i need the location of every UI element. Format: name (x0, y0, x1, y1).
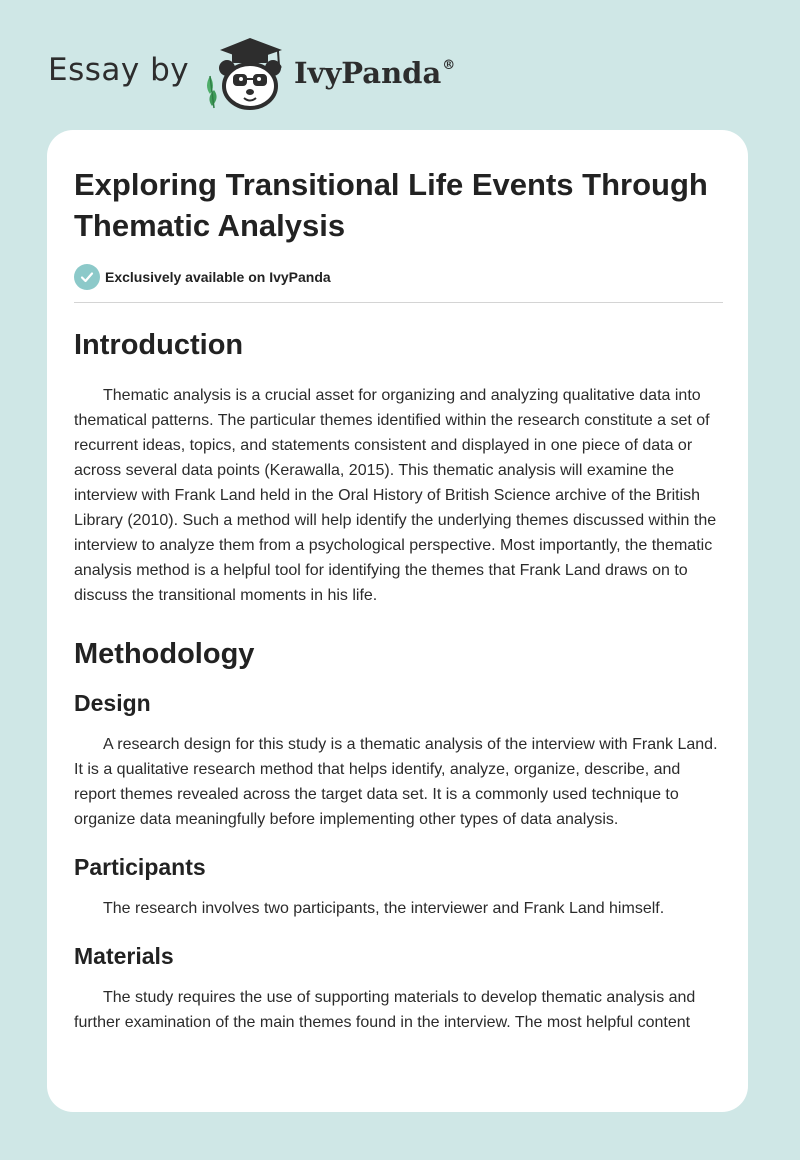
participants-paragraph: The research involves two participants, the interviewer and Frank Land himself. (103, 900, 665, 917)
article-title: Exploring Transitional Life Events Through Thematic Analysis (74, 167, 708, 243)
article-content (74, 164, 724, 1035)
exclusive-badge (74, 264, 724, 290)
essay-by-label: Essay by (48, 52, 190, 88)
materials-paragraph: The study requires the use of supporting materials to develop thematic analysis and further examination of the main themes found in the interview. The most helpful content (74, 989, 696, 1031)
site-header (48, 32, 508, 112)
design-paragraph: A research design for this study is a thematic analysis of the interview with Frank Land. It is a qualitative research method that helps identify, analyze, organize, describe, and report themes revealed across the target data set. It is a commonly used technique to organize data meaningfully before implementing other types of data analysis. (74, 736, 718, 828)
title-divider (74, 302, 723, 303)
article-card (47, 130, 748, 1112)
check-icon (74, 264, 100, 290)
section-heading-methodology: Methodology (74, 638, 255, 670)
subheading-design: Design (74, 690, 151, 716)
ivypanda-logo-icon[interactable] (202, 34, 292, 110)
introduction-paragraph: Thematic analysis is a crucial asset for organizing and analyzing qualitative data into thematical patterns. The particular themes identified within the research constitute a set of recurrent ideas, topics, and statements consistent and displayed in one piece of data or across several data points (Kerawalla, 2015). This thematic analysis will examine the interview with Frank Land held in the Oral History of British Science archive of the British Library (2010). Such a method will help identify the underlying themes discussed within the interview to analyze them from a psychological perspective. Most importantly, the thematic analysis method is a helpful tool for identifying the themes that Frank Land draws on to discuss the transitional moments in his life. (74, 387, 717, 604)
brand-name[interactable]: IvyPanda® (294, 56, 456, 90)
registered-mark: ® (442, 58, 456, 73)
subheading-participants: Participants (74, 854, 206, 880)
exclusive-label: Exclusively available on IvyPanda (105, 269, 331, 285)
section-heading-introduction: Introduction (74, 329, 244, 361)
subheading-materials: Materials (74, 943, 174, 969)
